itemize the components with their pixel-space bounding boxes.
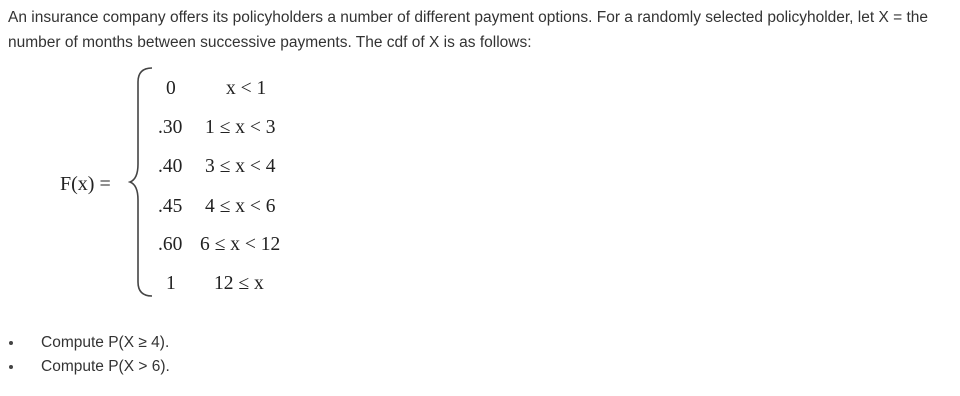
list-item: [0, 331, 400, 355]
cdf-function-label: F(x) =: [60, 173, 111, 195]
cdf-row-value: 0: [166, 78, 176, 99]
cdf-formula: [0, 0, 400, 320]
cdf-row-value: 1: [166, 273, 176, 294]
problem-statement: An insurance company offers its policyholders a number of different payment options. For a randomly selected policyholder, let X = the number of months between successive payments. The cdf of X is as follows:: [8, 9, 929, 51]
left-brace-icon: [128, 66, 154, 298]
cdf-row-condition: x < 1: [226, 78, 267, 99]
cdf-row-condition: 3 ≤ x < 4: [205, 156, 276, 177]
cdf-row-value: .45: [158, 196, 183, 217]
cdf-row-condition: 6 ≤ x < 12: [200, 234, 281, 255]
question-text: Compute P(X ≥ 4).: [41, 334, 170, 351]
bullet-icon: [9, 365, 13, 369]
cdf-row-condition: 12 ≤ x: [214, 273, 264, 294]
bullet-icon: [9, 341, 13, 345]
list-item: [0, 355, 400, 379]
cdf-row-value: .30: [158, 117, 183, 138]
cdf-row-value: .60: [158, 234, 183, 255]
cdf-row-condition: 1 ≤ x < 3: [205, 117, 276, 138]
cdf-row-value: .40: [158, 156, 183, 177]
question-text: Compute P(X > 6).: [41, 358, 170, 375]
cdf-row-condition: 4 ≤ x < 6: [205, 196, 276, 217]
